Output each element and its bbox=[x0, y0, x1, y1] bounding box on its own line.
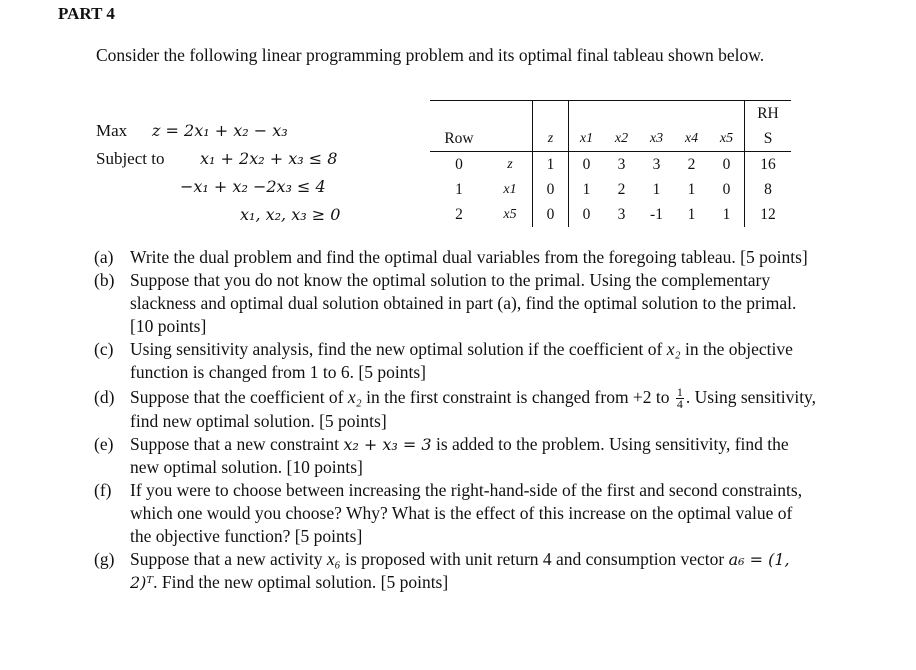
rhs-cell: 8 bbox=[745, 177, 792, 202]
rhs-cell: 12 bbox=[745, 202, 792, 227]
cell: -1 bbox=[650, 205, 663, 223]
question-text: Suppose that a new constraint bbox=[130, 434, 344, 455]
constraint-1: x₁ + 2x₂ + x₃ ≤ 8 bbox=[200, 149, 338, 168]
cell: 1 bbox=[652, 180, 661, 198]
cell: 2 bbox=[687, 155, 696, 173]
cell: 3 bbox=[617, 205, 626, 223]
cell: 0 bbox=[722, 155, 731, 173]
row-number: 2 bbox=[455, 205, 463, 223]
objective-function: z = 2x₁ + x₂ − x₃ bbox=[152, 121, 288, 140]
cell: 1 bbox=[533, 152, 569, 178]
question-text: in the objective function is changed from 1 to 6. [5 points] bbox=[130, 339, 793, 382]
cell: 1 bbox=[722, 205, 731, 223]
cell: 0 bbox=[722, 180, 731, 198]
basic-variable: x1 bbox=[503, 181, 517, 197]
row-number: 1 bbox=[455, 180, 463, 198]
cell: 1 bbox=[569, 177, 605, 202]
variable: x₂ bbox=[666, 339, 681, 359]
basic-variable: z bbox=[507, 156, 513, 172]
question-label: (b) bbox=[94, 270, 115, 290]
question-label: (c) bbox=[94, 339, 114, 359]
cell: 0 bbox=[533, 177, 569, 202]
math-expression: x₂ + x₃ = 3 bbox=[343, 435, 432, 455]
x3-column-header: x3 bbox=[639, 126, 674, 152]
rhs-header-top: RH bbox=[745, 101, 792, 127]
x5-column-header: x5 bbox=[709, 126, 745, 152]
part-title: PART 4 bbox=[58, 4, 115, 23]
x4-column-header: x4 bbox=[674, 126, 709, 152]
question-text: is added to the problem. Using sensitivity, find the new optimal solution. [10 points] bbox=[130, 434, 789, 478]
rhs-cell: 16 bbox=[745, 152, 792, 178]
question-text: Suppose that you do not know the optimal solution to the primal. Using the complementary slackness and optimal dual solution obtained in part (a), find the optimal solution to the primal. [10 points] bbox=[130, 270, 797, 336]
cell: 0 bbox=[569, 152, 605, 178]
question-text: Write the dual problem and find the optimal dual variables from the foregoing tableau. [5 points] bbox=[130, 247, 808, 267]
question-label: (e) bbox=[94, 434, 114, 455]
question-label: (g) bbox=[94, 549, 115, 570]
question-list bbox=[94, 246, 818, 594]
question-e bbox=[94, 433, 818, 479]
intro-paragraph: Consider the following linear programming problem and its optimal final tableau shown below. bbox=[96, 45, 765, 65]
subject-to-label: Subject to bbox=[96, 149, 165, 168]
rhs-header-bottom: S bbox=[745, 126, 792, 152]
row-header: Row bbox=[430, 126, 488, 152]
cell: 1 bbox=[687, 180, 696, 198]
question-g bbox=[94, 548, 818, 594]
cell: 2 bbox=[617, 180, 626, 198]
variable: x₆ bbox=[326, 549, 341, 570]
question-a bbox=[94, 246, 818, 269]
fraction-numerator: 1 bbox=[676, 385, 683, 400]
row-number: 0 bbox=[455, 155, 463, 173]
question-f bbox=[94, 479, 818, 548]
question-label: (d) bbox=[94, 387, 115, 407]
z-column-header: z bbox=[533, 126, 569, 152]
question-text: . Find the new optimal solution. [5 points] bbox=[153, 572, 449, 593]
question-text: is proposed with unit return 4 and consumption vector bbox=[340, 549, 729, 570]
constraint-2: −x₁ + x₂ −2x₃ ≤ 4 bbox=[180, 177, 326, 196]
cell: 3 bbox=[652, 155, 661, 173]
table-row bbox=[430, 177, 791, 202]
question-b bbox=[94, 269, 818, 338]
nonnegativity-constraint: x₁, x₂, x₃ ≥ 0 bbox=[240, 205, 341, 224]
question-text: Using sensitivity analysis, find the new optimal solution if the coefficient of bbox=[130, 339, 667, 359]
question-text: Suppose that the coefficient of bbox=[130, 387, 348, 407]
question-label: (f) bbox=[94, 480, 112, 501]
table-row bbox=[430, 202, 791, 227]
table-row bbox=[430, 152, 791, 178]
cell: 1 bbox=[687, 205, 696, 223]
math-expression: a₆ = (1, 2)ᵀ bbox=[130, 550, 790, 593]
question-text: . Using sensitivity, find new optimal solution. [5 points] bbox=[130, 387, 817, 432]
question-c bbox=[94, 338, 818, 384]
x2-column-header: x2 bbox=[604, 126, 639, 152]
variable: x₂ bbox=[347, 387, 362, 407]
question-d bbox=[94, 386, 818, 433]
question-text: in the first constraint is changed from +2 to bbox=[361, 387, 674, 407]
question-label: (a) bbox=[94, 247, 114, 267]
final-tableau bbox=[430, 100, 791, 227]
fraction-denominator: 4 bbox=[676, 397, 683, 412]
basic-variable: x5 bbox=[503, 206, 517, 222]
fraction bbox=[676, 387, 684, 410]
cell: 3 bbox=[617, 155, 626, 173]
x1-column-header: x1 bbox=[569, 126, 605, 152]
max-label: Max bbox=[96, 121, 128, 140]
cell: 0 bbox=[533, 202, 569, 227]
question-text: If you were to choose between increasing the right-hand-side of the first and second constraints, which one would you choose? Why? What is the effect of this increase on the optimal value of the objective function? [5 points] bbox=[130, 480, 803, 547]
cell: 0 bbox=[569, 202, 605, 227]
question-text: Suppose that a new activity bbox=[130, 549, 327, 570]
